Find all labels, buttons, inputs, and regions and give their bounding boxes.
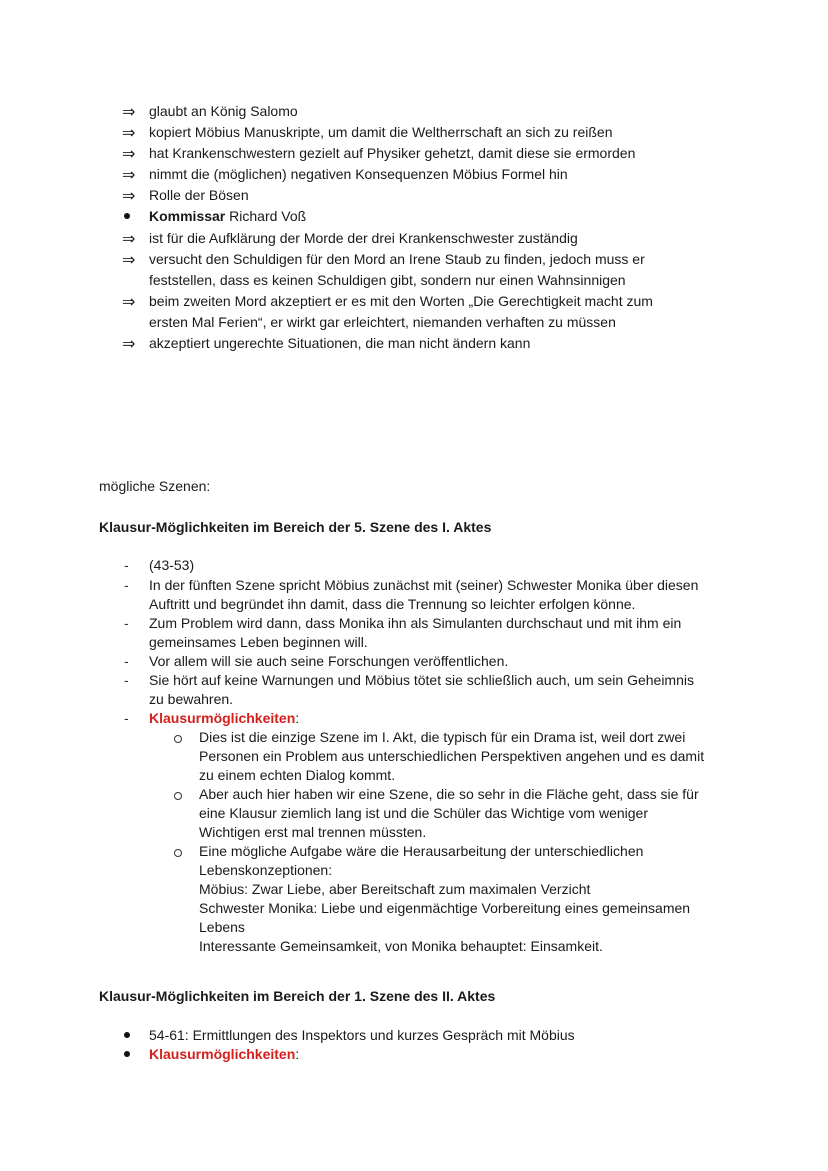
list-item: kopiert Möbius Manuskripte, um damit die Weltherrschaft an sich zu reißen — [149, 124, 613, 140]
sub-item-continuation: Möbius: Zwar Liebe, aber Bereitschaft zum maximalen Verzicht — [199, 881, 591, 897]
list-item-continuation: zu bewahren. — [149, 691, 234, 707]
list-item-continuation: feststellen, dass es keinen Schuldigen gibt, sondern nur einen Wahnsinnigen — [149, 272, 626, 288]
sub-item-continuation: Schwester Monika: Liebe und eigenmächtige Vorbereitung eines gemeinsamen — [199, 900, 691, 916]
scene2-heading: Klausur-Möglichkeiten im Bereich der 1. Szene des II. Aktes — [99, 988, 496, 1004]
dash-icon: - — [124, 710, 129, 726]
circle-bullet-icon — [174, 792, 182, 800]
list-item: Rolle der Bösen — [149, 187, 249, 203]
dash-icon: - — [124, 577, 129, 593]
sub-item-continuation: Wichtigen erst mal trennen müssten. — [199, 824, 427, 840]
arrow-icon: ⇒ — [122, 229, 136, 248]
dash-icon: - — [124, 557, 129, 573]
dash-icon: - — [124, 672, 129, 688]
list-item-continuation: gemeinsames Leben beginnen will. — [149, 634, 368, 650]
klausur-line — [149, 1045, 299, 1064]
kommissar-line — [149, 207, 306, 226]
klausur-colon: : — [295, 710, 300, 726]
kommissar-label: Kommissar — [149, 208, 226, 224]
klausur-colon: : — [295, 1046, 300, 1062]
sub-item: Aber auch hier haben wir eine Szene, die so sehr in die Fläche geht, dass sie für — [199, 786, 699, 802]
arrow-icon: ⇒ — [122, 123, 136, 142]
sub-item-continuation: Personen ein Problem aus unterschiedlichen Perspektiven angehen und es damit — [199, 748, 705, 764]
arrow-icon: ⇒ — [122, 334, 136, 353]
list-item: (43-53) — [149, 557, 195, 573]
arrow-icon: ⇒ — [122, 292, 136, 311]
dash-icon: - — [124, 653, 129, 669]
sub-item: Dies ist die einzige Szene im I. Akt, die typisch für ein Drama ist, weil dort zwei — [199, 729, 686, 745]
sub-item-continuation: eine Klausur ziemlich lang ist und die Schüler das Wichtige vom weniger — [199, 805, 648, 821]
list-item: nimmt die (möglichen) negativen Konsequenzen Möbius Formel hin — [149, 166, 568, 182]
bullet-icon — [124, 1051, 130, 1057]
list-item: versucht den Schuldigen für den Mord an Irene Staub zu finden, jedoch muss er — [149, 251, 645, 267]
list-item-continuation: Auftritt und begründet ihn damit, dass die Trennung so leichter erfolgen könne. — [149, 596, 636, 612]
arrow-icon: ⇒ — [122, 165, 136, 184]
list-item: akzeptiert ungerechte Situationen, die man nicht ändern kann — [149, 335, 531, 351]
sub-item: Eine mögliche Aufgabe wäre die Herausarbeitung der unterschiedlichen — [199, 843, 644, 859]
klausur-label: Klausurmöglichkeiten — [149, 710, 296, 726]
arrow-icon: ⇒ — [122, 102, 136, 121]
list-item: hat Krankenschwestern gezielt auf Physiker gehetzt, damit diese sie ermorden — [149, 145, 636, 161]
section-title: mögliche Szenen: — [99, 478, 211, 494]
sub-item-continuation: Lebens — [199, 919, 245, 935]
circle-bullet-icon — [174, 849, 182, 857]
bullet-icon — [124, 213, 130, 219]
arrow-icon: ⇒ — [122, 186, 136, 205]
arrow-icon: ⇒ — [122, 144, 136, 163]
arrow-icon: ⇒ — [122, 250, 136, 269]
list-item: glaubt an König Salomo — [149, 103, 298, 119]
list-item: In der fünften Szene spricht Möbius zunächst mit (seiner) Schwester Monika über diesen — [149, 577, 699, 593]
kommissar-name: Richard Voß — [225, 208, 307, 224]
scene1-heading: Klausur-Möglichkeiten im Bereich der 5. Szene des I. Aktes — [99, 519, 492, 535]
circle-bullet-icon — [174, 735, 182, 743]
list-item: ist für die Aufklärung der Morde der drei Krankenschwester zuständig — [149, 230, 578, 246]
list-item: Sie hört auf keine Warnungen und Möbius tötet sie schließlich auch, um sein Geheimnis — [149, 672, 694, 688]
bullet-icon — [124, 1032, 130, 1038]
list-item: Vor allem will sie auch seine Forschungen veröffentlichen. — [149, 653, 509, 669]
list-item-continuation: ersten Mal Ferien“, er wirkt gar erleichtert, niemanden verhaften zu müssen — [149, 314, 616, 330]
list-item: 54-61: Ermittlungen des Inspektors und kurzes Gespräch mit Möbius — [149, 1027, 575, 1043]
list-item: Zum Problem wird dann, dass Monika ihn als Simulanten durchschaut und mit ihm ein — [149, 615, 682, 631]
sub-item-continuation: Interessante Gemeinsamkeit, von Monika behauptet: Einsamkeit. — [199, 938, 603, 954]
list-item: beim zweiten Mord akzeptiert er es mit den Worten „Die Gerechtigkeit macht zum — [149, 293, 653, 309]
dash-icon: - — [124, 615, 129, 631]
sub-item-continuation: Lebenskonzeptionen: — [199, 862, 333, 878]
klausur-label: Klausurmöglichkeiten — [149, 1046, 296, 1062]
sub-item-continuation: zu einem echten Dialog kommt. — [199, 767, 396, 783]
klausur-line — [149, 709, 299, 728]
